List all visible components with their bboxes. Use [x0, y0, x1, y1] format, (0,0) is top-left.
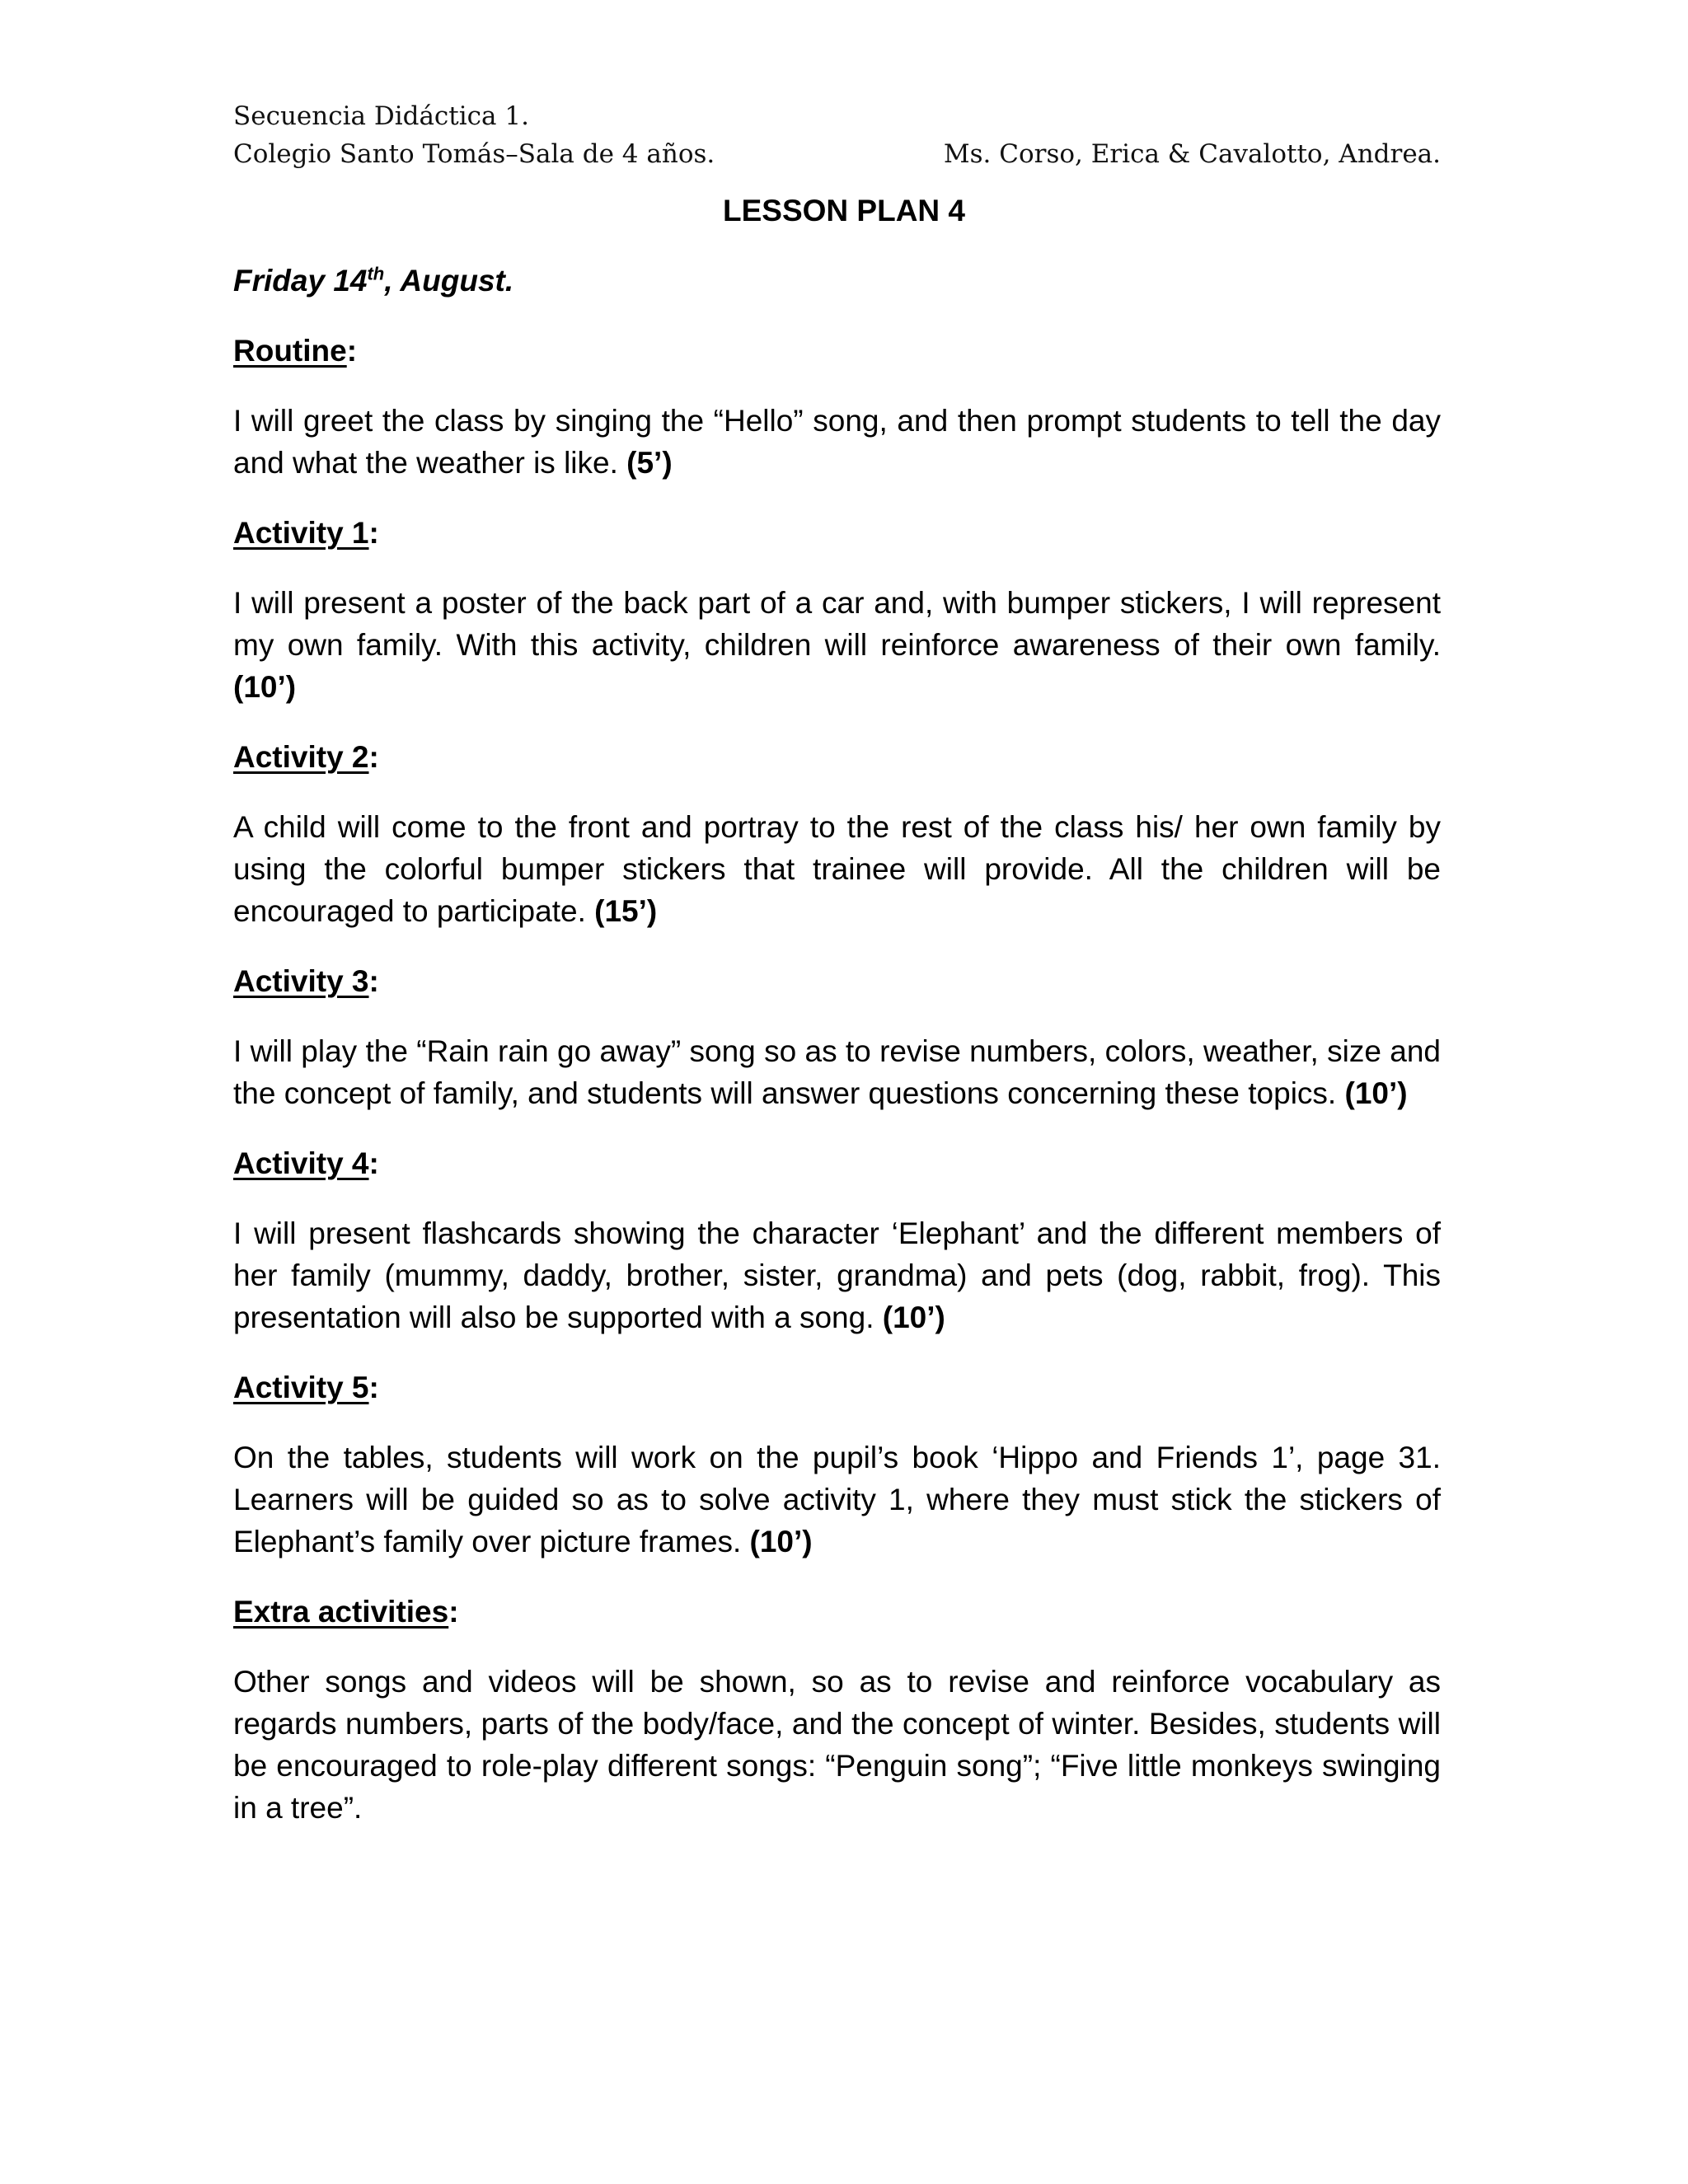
section-body: I will play the “Rain rain go away” song so as to revise numbers, colors, weather, size and the concept of family, and students will answer questions concerning these topics.: [233, 1034, 1441, 1110]
section-body: On the tables, students will work on the pupil’s book ‘Hippo and Friends 1’, page 31. Learners will be guided so as to solve activity 1, where they must stick the stickers of Elephant’s family over picture frames.: [233, 1441, 1441, 1558]
section-heading: Extra activities:: [233, 1595, 459, 1629]
section-heading: Activity 1:: [233, 516, 379, 550]
section-activity-1: [233, 512, 1441, 708]
section-text: [233, 1436, 1441, 1563]
section-body: A child will come to the front and portray to the rest of the class his/ her own family by using the colorful bumper stickers that trainee will provide. All the children will be encouraged to participate.: [233, 810, 1441, 928]
section-heading: Activity 2:: [233, 740, 379, 774]
date-day: Friday 14: [233, 264, 368, 298]
section-time: (10’): [1344, 1076, 1408, 1110]
header-row: [233, 135, 1441, 173]
section-heading: Activity 4:: [233, 1146, 379, 1180]
section-routine: [233, 330, 1441, 484]
section-heading: Routine:: [233, 334, 358, 368]
section-heading-label: Activity 5: [233, 1371, 369, 1404]
section-time: (10’): [233, 670, 297, 704]
header-authors: Ms. Corso, Erica & Cavalotto, Andrea.: [943, 139, 1441, 169]
section-text: [233, 582, 1441, 708]
section-heading-label: Activity 2: [233, 740, 369, 774]
section-body: I will present flashcards showing the character ‘Elephant’ and the different members of her family (mummy, daddy, brother, sister, grandma) and pets (dog, rabbit, frog). This presentation will also be supported with a song.: [233, 1216, 1441, 1334]
section-body: I will present a poster of the back part of a car and, with bumper stickers, I will represent my own family. With this activity, children will reinforce awareness of their own family.: [233, 586, 1441, 662]
section-body: I will greet the class by singing the “Hello” song, and then prompt students to tell the day and what the weather is like.: [233, 404, 1441, 480]
lesson-date: [233, 260, 1441, 302]
section-heading-label: Activity 3: [233, 964, 369, 998]
section-heading-label: Routine: [233, 334, 347, 368]
page-header: [233, 97, 1441, 173]
lesson-content: [233, 260, 1441, 1857]
section-text: [233, 1212, 1441, 1338]
section-time: (15’): [594, 894, 658, 928]
section-activity-2: [233, 736, 1441, 932]
section-time: (10’): [749, 1525, 813, 1558]
section-time: (10’): [882, 1301, 945, 1334]
date-rest: , August.: [384, 264, 514, 298]
header-sequence-title: Secuencia Didáctica 1.: [233, 101, 529, 131]
section-body: Other songs and videos will be shown, so as to revise and reinforce vocabulary as regards numbers, parts of the body/face, and the concept of winter. Besides, students will be encouraged to role-play different songs: “Penguin song”; “Five little monkeys swinging in a tree”.: [233, 1665, 1441, 1825]
section-heading: Activity 3:: [233, 964, 379, 998]
section-activity-4: [233, 1142, 1441, 1338]
section-text: [233, 400, 1441, 484]
section-text: [233, 1661, 1441, 1829]
section-text: [233, 806, 1441, 932]
section-text: [233, 1030, 1441, 1114]
section-heading-label: Activity 1: [233, 516, 369, 550]
section-heading-label: Activity 4: [233, 1146, 369, 1180]
header-school: Colegio Santo Tomás–Sala de 4 años.: [233, 139, 715, 169]
page-title: LESSON PLAN 4: [723, 194, 965, 227]
section-extra-activities: [233, 1591, 1441, 1829]
section-activity-5: [233, 1366, 1441, 1563]
section-heading-label: Extra activities: [233, 1595, 449, 1629]
date-suffix: th: [367, 263, 385, 284]
section-heading: Activity 5:: [233, 1371, 379, 1404]
section-activity-3: [233, 960, 1441, 1114]
section-time: (5’): [626, 446, 673, 480]
